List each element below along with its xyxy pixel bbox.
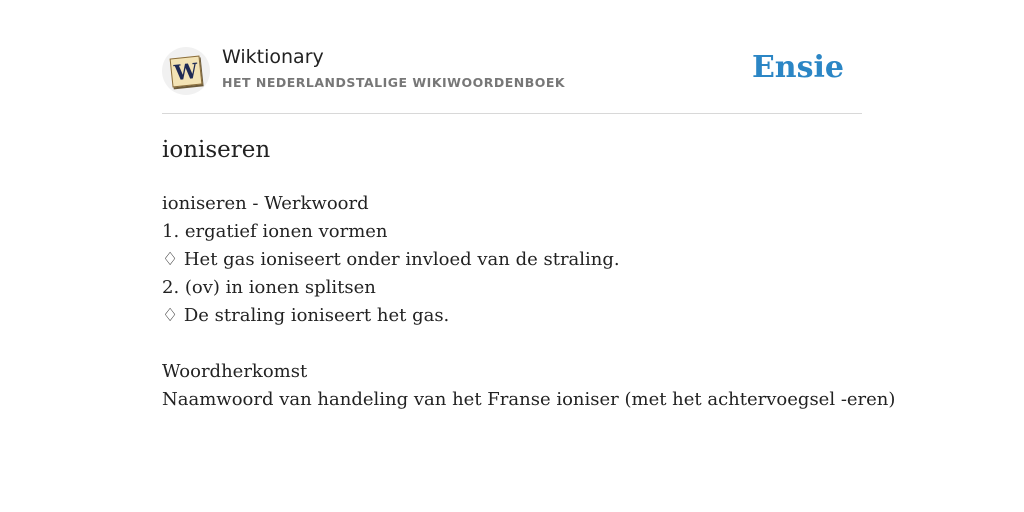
site-title[interactable]: Wiktionary (222, 46, 324, 68)
entry-line: ♢ De straling ioniseert het gas. (162, 305, 450, 326)
entry-line: ♢ Het gas ioniseert onder invloed van de straling. (162, 249, 620, 270)
entry-line: 2. (ov) in ionen splitsen (162, 277, 376, 298)
ensie-brand-link[interactable]: Ensie (751, 50, 844, 85)
etymology-text: Naamwoord van handeling van het Franse ioniser (met het achtervoegsel -eren) (162, 389, 896, 410)
entry-body (162, 190, 896, 414)
entry-line: ioniseren - Werkwoord (162, 193, 369, 214)
site-header (162, 44, 862, 114)
entry-line: 1. ergatief ionen vormen (162, 221, 388, 242)
entry-title: ioniseren (162, 137, 271, 163)
logo-tile (170, 56, 203, 88)
etymology-heading: Woordherkomst (162, 361, 308, 382)
site-subtitle: HET NEDERLANDSTALIGE WIKIWOORDENBOEK (222, 75, 566, 90)
wiktionary-logo-icon[interactable] (162, 47, 210, 95)
logo-letter: W (172, 57, 200, 86)
spacer (162, 330, 882, 358)
